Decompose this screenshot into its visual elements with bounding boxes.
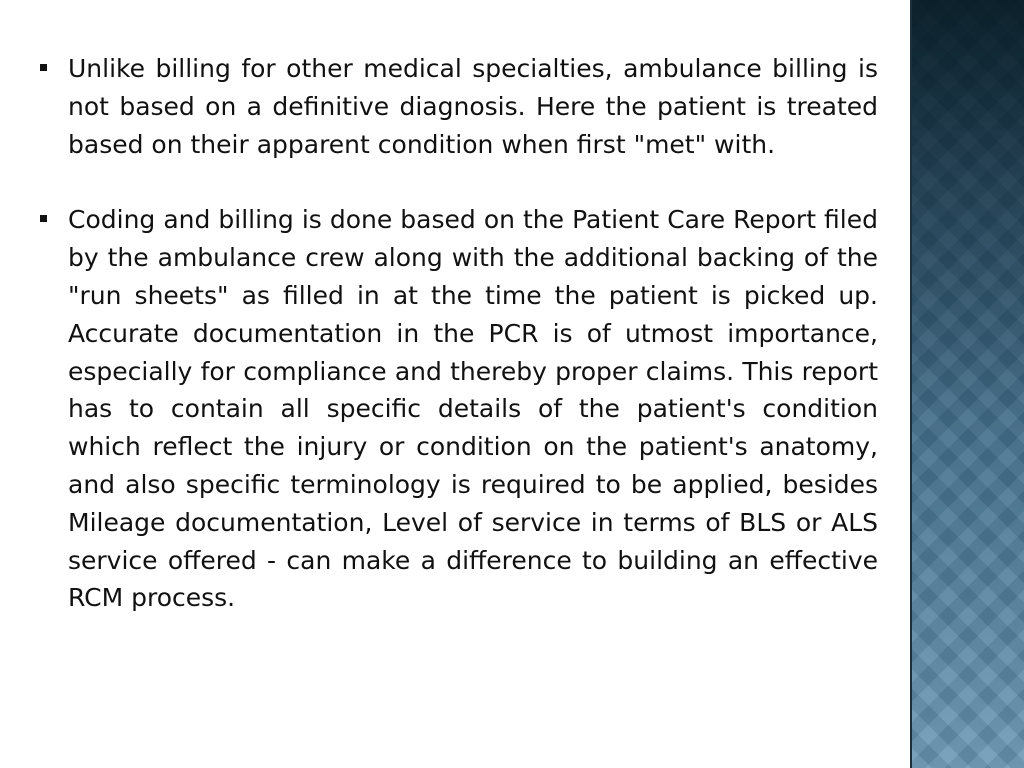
bullet-text: Coding and billing is done based on the Patient Care Report filed by the ambulance crew along with the additional backing of the "run sheets" as filled in at the time the patient is picked up. Accurate documentation in the PCR is of utmost importance, especially for compliance and thereby proper claims. This report has to contain all specific details of the patient's condition which reflect the injury or condition on the patient's anatomy, and also specific terminology is required to be applied, besides Mileage documentation, Level of service in terms of BLS or ALS service offered - can make a difference to building an effective RCM process.	[68, 205, 878, 613]
decorative-side-panel	[912, 0, 1024, 768]
bullet-item	[36, 201, 878, 617]
square-bullet-icon	[40, 64, 47, 71]
bullet-text: Unlike billing for other medical specialties, ambulance billing is not based on a definitive diagnosis. Here the patient is treated based on their apparent condition when first "met" with.	[68, 54, 878, 159]
bullet-item	[36, 50, 878, 163]
square-bullet-icon	[40, 215, 47, 222]
slide-content	[36, 50, 878, 655]
